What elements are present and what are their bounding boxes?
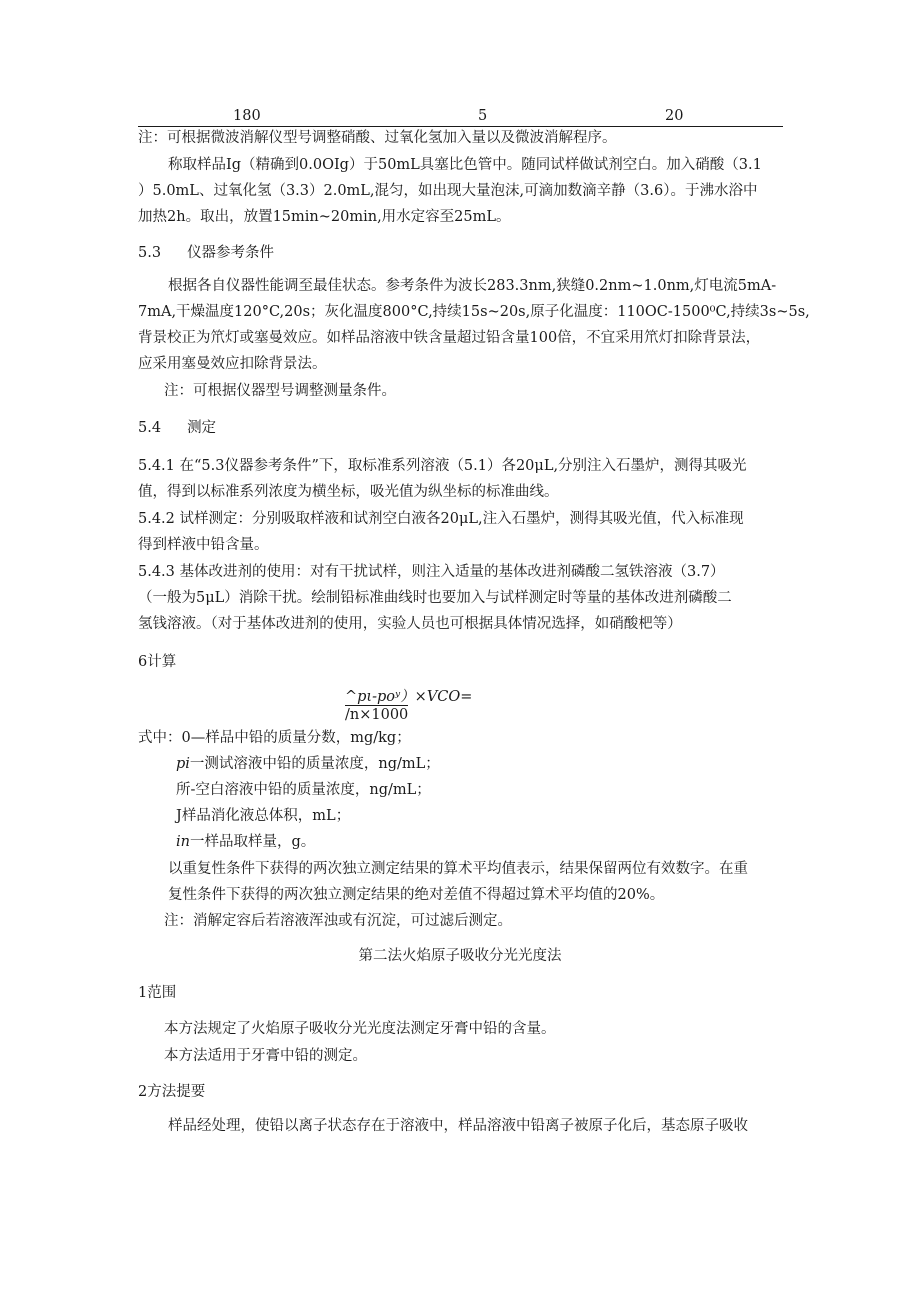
paragraph-5-4-2-line-2: 得到样液中铅含量。	[138, 537, 269, 553]
paragraph-result-line-2: 复性条件下获得的两次独立测定结果的绝对差值不得超过算术平均值的20%。	[168, 887, 665, 903]
section-heading-scope: 1范围	[138, 985, 177, 1001]
paragraph-5-4-3-line-2: （一般为5μL）消除干扰。绘制铅标准曲线时也要加入与试样测定时等量的基体改进剂磷酸二	[138, 590, 732, 606]
table-cell-hold: 20	[665, 108, 684, 124]
variable-def-mass	[176, 832, 315, 852]
paragraph-principle-line-1: 样品经处理，使铅以离子状态存在于溶液中，样品溶液中铅离子被原子化后，基态原子吸收	[168, 1118, 748, 1134]
paragraph-conditions-line-4: 应采用塞曼效应扣除背景法。	[138, 356, 327, 372]
note-filter: 注：消解定容后若溶液浑浊或有沉淀，可过滤后测定。	[164, 913, 512, 929]
variable-def-volume: J样品消化液总体积，mL；	[176, 808, 351, 824]
paragraph-scope-line-2: 本方法适用于牙膏中铅的测定。	[164, 1048, 367, 1064]
table-cell-power: 180	[233, 108, 261, 124]
note-instrument: 注：可根据仪器型号调整测量条件。	[164, 383, 396, 399]
formula-numerator: ^pι-poʸ）×VCO=	[345, 689, 473, 705]
section-heading-principle: 2方法提要	[138, 1084, 206, 1100]
paragraph-sample-line-2: ）5.0mL、过氧化氢（3.3）2.0mL,混匀，如出现大量泡沫,可滴加数滴辛静（3.6）。于沸水浴中	[138, 183, 758, 199]
paragraph-scope-line-1: 本方法规定了火焰原子吸收分光光度法测定牙膏中铅的含量。	[164, 1021, 556, 1037]
paragraph-5-4-1-line-2: 值，得到以标准系列浓度为横坐标，吸光值为纵坐标的标准曲线。	[138, 484, 559, 500]
paragraph-5-4-1-line-1: 5.4.1 在“5.3仪器参考条件”下，取标准系列溶液（5.1）各20μL,分别注入石墨炉，测得其吸光	[138, 458, 747, 474]
variable-def-blank: 所-空白溶液中铅的质量浓度，ng/mL；	[176, 782, 431, 798]
table-cell-time: 5	[478, 108, 488, 124]
section-title: 仪器参考条件	[187, 245, 275, 261]
paragraph-5-4-3-line-1: 5.4.3 基体改进剂的使用：对有干扰试样，则注入适量的基体改进剂磷酸二氢铁溶液（3.7）	[138, 564, 725, 580]
section-title: 测定	[187, 420, 217, 436]
table-last-row	[138, 106, 783, 127]
where-clause: 式中：0—样品中铅的质量分数，mg/kg；	[138, 730, 411, 746]
section-heading-6: 6计算	[138, 654, 177, 670]
variable-desc: 一测试溶液中铅的质量浓度，ng/mL；	[189, 756, 440, 772]
paragraph-conditions-line-2: 7mA,干燥温度120°C,20s；灰化温度800°C,持续15s~20s,原子化温度：110OC-1500⁰C,持续3s~5s,	[138, 304, 810, 320]
section-number: 5.4	[138, 420, 162, 436]
paragraph-5-4-2-line-1: 5.4.2 试样测定：分别吸取样液和试剂空白液各20μL,注入石墨炉，测得其吸光值，代入标准现	[138, 511, 744, 527]
variable-def-pi	[176, 754, 440, 774]
paragraph-conditions-line-1: 根据各自仪器性能调至最佳状态。参考条件为波长283.3nm,狭缝0.2nm~1.0nm,灯电流5mA-	[168, 278, 777, 294]
section-heading-5-4	[138, 418, 216, 438]
variable-symbol: pi	[176, 756, 190, 772]
paragraph-sample-line-3: 加热2h。取出，放置15min~20min,用水定容至25mL。	[138, 209, 511, 225]
variable-desc: 一样品取样量，g。	[189, 834, 316, 850]
paragraph-5-4-3-line-3: 氢钱溶液。（对于基体改进剂的使用，实验人员也可根据具体情况选择，如硝酸杷等）	[138, 616, 682, 632]
paragraph-sample-line-1: 称取样品Ig（精确到0.0OIg）于50mL具塞比色管中。随同试样做试剂空白。加入硝酸（3.1	[168, 157, 762, 173]
paragraph-result-line-1: 以重复性条件下获得的两次独立测定结果的算术平均值表示，结果保留两位有效数字。在重	[168, 861, 748, 877]
note-microwave: 注：可根据微波消解仪型号调整硝酸、过氧化氢加入量以及微波消解程序。	[138, 130, 617, 146]
paragraph-conditions-line-3: 背景校正为笊灯或塞曼效应。如样品溶液中铁含量超过铅含量100倍，不宜采用笊灯扣除背景法，	[138, 330, 761, 346]
formula-denominator: /n×1000	[345, 707, 409, 723]
section-heading-5-3	[138, 243, 274, 263]
method-2-title: 第二法火焰原子吸收分光光度法	[358, 948, 562, 964]
section-number: 5.3	[138, 245, 162, 261]
variable-symbol: in	[176, 834, 190, 850]
